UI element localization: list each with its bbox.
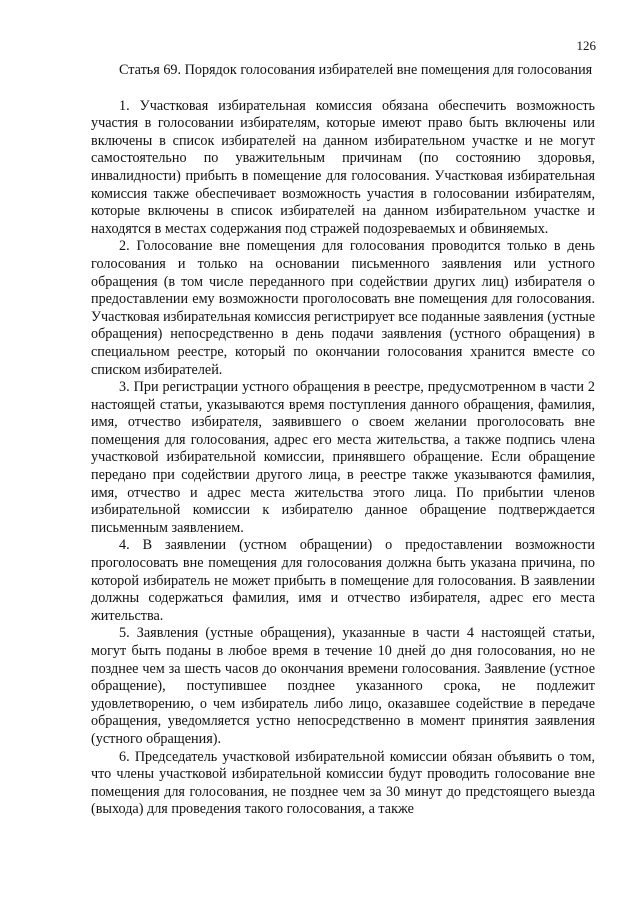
paragraph-1: 1. Участковая избирательная комиссия обязана обеспечить возможность участия в голосовании избирателям, которые имеют право быть включены или включены в список избирателей на данном избирательном участке и не могут самостоятельно по уважительным причинам (по состоянию здоровья, инвалидности) прибыть в помещение для голосования. Участковая избирательная комиссия также обеспечивает возможность участия в голосовании избирателям, которые включены в список избирателей на данном избирательном участке и находятся в местах содержания под стражей подозреваемых и обвиняемых.: [91, 97, 595, 237]
article-title: Статья 69. Порядок голосования избирателей вне помещения для голосования: [119, 62, 593, 78]
paragraph-5: 5. Заявления (устные обращения), указанные в части 4 настоящей статьи, могут быть поданы в любое время в течение 10 дней до дня голосования, но не позднее чем за шесть часов до окончания времени голосования. Заявление (устное обращение), поступившее позднее указанного срока, не подлежит удовлетворению, о чем избиратель либо лицо, оказавшее содействие в передаче обращения, уведомляется устно непосредственно в момент принятия заявления (устного обращения).: [91, 625, 595, 747]
paragraph-3: 3. При регистрации устного обращения в реестре, предусмотренном в части 2 настоящей статьи, указываются время поступления данного обращения, фамилия, имя, отчество избирателя, заявившего о своем желании проголосовать вне помещения для голосования, адрес его места жительства, а также подпись члена участковой избирательной комиссии, принявшего обращение. Если обращение передано при содействии другого лица, в реестре также указываются фамилия, имя, отчество и адрес места жительства этого лица. По прибытии членов избирательной комиссии к избирателю данное обращение подтверждается письменным заявлением.: [91, 379, 595, 536]
paragraph-2: 2. Голосование вне помещения для голосования проводится только в день голосования и только на основании письменного заявления или устного обращения (в том числе переданного при содействии других лиц) избирателя о предоставлении ему возможности проголосовать вне помещения для голосования. Участковая избирательная комиссия регистрирует все поданные заявления (устные обращения) непосредственно в день подачи заявления (устного обращения) в специальном реестре, который по окончании голосования хранится вместе со списком избирателей.: [91, 238, 595, 378]
paragraph-4: 4. В заявлении (устном обращении) о предоставлении возможности проголосовать вне помещения для голосования должна быть указана причина, по которой избиратель не может прибыть в помещение для голосования. В заявлении должны содержаться фамилия, имя и отчество избирателя, адрес его места жительства.: [91, 537, 595, 624]
paragraph-6: 6. Председатель участковой избирательной комиссии обязан объявить о том, что члены участковой избирательной комиссии будут проводить голосование вне помещения для голосования, не позднее чем за 30 минут до предстоящего выезда (выхода) для проведения такого голосования, а также: [91, 748, 595, 818]
page-number: 126: [576, 38, 596, 53]
article-body: [91, 62, 595, 819]
